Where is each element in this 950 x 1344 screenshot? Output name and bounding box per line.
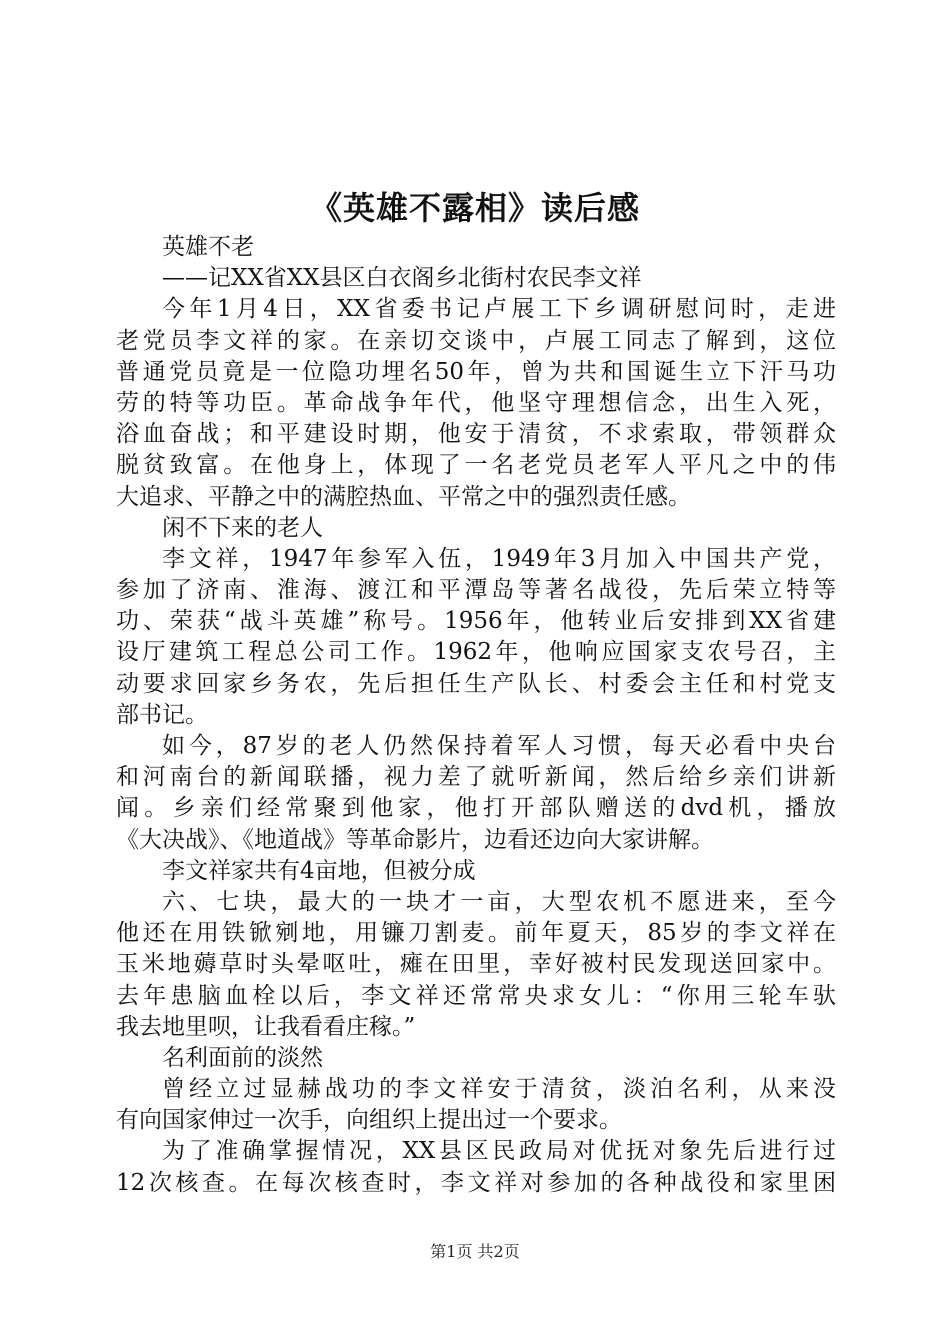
text-line: 和河南台的新闻联播，视力差了就听新闻，然后给乡亲们讲新 [116,764,836,791]
text-line: 闻。乡亲们经常聚到他家，他打开部队赠送的dvd机，播放 [116,795,836,822]
text-line: 如今，87岁的老人仍然保持着军人习惯，每天必看中央台 [162,733,836,759]
text-line: 脱贫致富。在他身上，体现了一名老党员老军人平凡之中的伟 [116,452,836,479]
document-body [116,232,836,1199]
text-line: 玉米地薅草时头晕呕吐，瘫在田里，幸好被村民发现送回家中。 [116,951,836,978]
text-line: 普通党员竟是一位隐功埋名50年，曾为共和国诞生立下汗马功 [116,358,836,385]
text-line: 功、荣获“战斗英雄”称号。1956年，他转业后安排到XX省建 [116,608,836,635]
text-line: 12次核查。在每次核查时，李文祥对参加的各种战役和家里困 [116,1169,836,1196]
text-line: 动要求回家乡务农，先后担任生产队长、村委会主任和村党支 [116,670,836,697]
text-line: 设厅建筑工程总公司工作。1962年，他响应国家支农号召，主 [116,639,836,666]
page-footer: 第1页 共2页 [430,1242,520,1261]
text-line: 六、七块，最大的一块才一亩，大型农机不愿进来，至今 [162,888,836,915]
text-line: 劳的特等功臣。革命战争年代，他坚守理想信念，出生入死， [116,389,836,416]
text-line: 英雄不老 [162,234,254,260]
text-line: 闲不下来的老人 [162,514,323,541]
text-line: 他还在用铁锨剜地，用镰刀割麦。前年夏天，85岁的李文祥在 [116,920,836,947]
document-title: 《英雄不露相》读后感 [309,189,640,227]
text-line: 《大决战》、《地道战》等革命影片，边看还边向大家讲解。 [116,826,714,853]
text-line: 今年1月4日，XX省委书记卢展工下乡调研慰问时，走进 [162,296,836,323]
text-line: 参加了济南、淮海、渡江和平潭岛等著名战役，先后荣立特等 [116,577,836,604]
text-line: ——记XX省XX县区白衣阁乡北街村农民李文祥 [162,265,642,292]
text-line: 我去地里呗，让我看看庄稼。” [116,1013,416,1040]
text-line: 大追求、平静之中的满腔热血、平常之中的强烈责任感。 [116,483,691,510]
text-line: 浴血奋战；和平建设时期，他安于清贫，不求索取，带领群众 [116,421,836,448]
text-line: 去年患脑血栓以后，李文祥还常常央求女儿：“你用三轮车驮 [116,982,836,1009]
text-line: 名利面前的淡然 [162,1044,323,1071]
text-line: 部书记。 [116,701,208,728]
text-line: 李文祥家共有4亩地，但被分成 [162,857,476,884]
text-line: 李文祥，1947年参军入伍，1949年3月加入中国共产党， [162,545,836,572]
text-line: 有向国家伸过一次手，向组织上提出过一个要求。 [116,1107,622,1134]
text-line: 老党员李文祥的家。在亲切交谈中，卢展工同志了解到，这位 [116,327,836,354]
text-line: 曾经立过显赫战功的李文祥安于清贫，淡泊名利，从来没 [162,1076,836,1103]
text-line: 为了准确掌握情况，XX县区民政局对优抚对象先后进行过 [162,1138,836,1165]
